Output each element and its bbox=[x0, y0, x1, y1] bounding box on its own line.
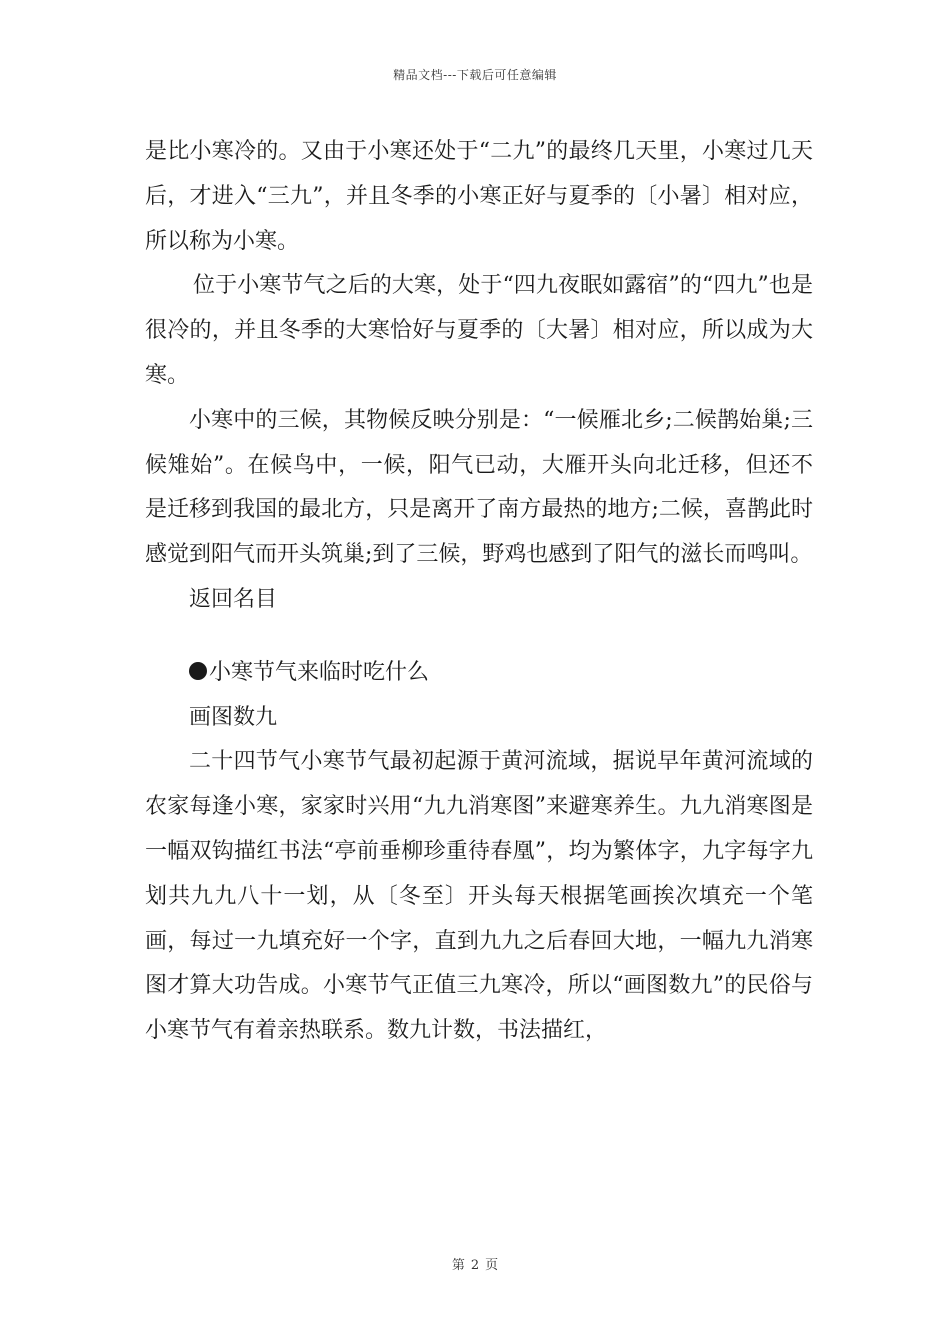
page-footer bbox=[0, 1254, 950, 1273]
section-heading-text: 小寒节气来临时吃什么 bbox=[209, 659, 430, 685]
paragraph-three-phenology: 小寒中的三候，其物候反映分别是：“一候雁北乡;二候鹊始巢;三候雉始”。在候鸟中，一候，阳气已动，大雁开头向北迁移，但还不是迁移到我国的最北方，只是离开了南方最热的地方;二候，喜鹊此时感觉到阳气而开头筑巢;到了三候，野鸡也感到了阳气的滋长而鸣叫。 bbox=[145, 407, 813, 568]
subheading: 画图数九 bbox=[189, 704, 278, 730]
section-heading bbox=[145, 651, 813, 696]
page-header: 精品文档---下载后可任意编辑 bbox=[393, 68, 557, 82]
footer-prefix: 第 bbox=[451, 1258, 465, 1273]
paragraph-dahan: 位于小寒节气之后的大寒，处于“四九夜眠如露宿”的“四九”也是很冷的，并且冬季的大寒恰好与夏季的〔大暑〕相对应，所以成为大寒。 bbox=[145, 273, 813, 388]
bullet-icon bbox=[189, 662, 207, 680]
paragraph-nine-nine-chart: 二十四节气小寒节气最初起源于黄河流域，据说早年黄河流域的农家每逢小寒，家家时兴用“九九消寒图”来避寒养生。九九消寒图是一幅双钩描红书法“亭前垂柳珍重待春凰”，均为繁体字，九字每字九划共九九八十一划，从〔冬至〕开头每天根据笔画挨次填充一个笔画，每过一九填充好一个字，直到九九之后春回大地，一幅九九消寒图才算大功告成。小寒节气正值三九寒冷，所以“画图数九”的民俗与小寒节气有着亲热联系。数九计数，书法描红， bbox=[145, 749, 813, 1044]
document-body bbox=[145, 130, 813, 1054]
footer-suffix: 页 bbox=[485, 1258, 499, 1273]
paragraph-xiaohan-cold: 是比小寒冷的。又由于小寒还处于“二九”的最终几天里，小寒过几天后，才进入“三九”，并且冬季的小寒正好与夏季的〔小暑〕相对应，所以称为小寒。 bbox=[145, 139, 813, 254]
page-number: 2 bbox=[470, 1258, 480, 1273]
back-to-contents-link[interactable]: 返回名目 bbox=[189, 586, 278, 612]
section-spacer bbox=[145, 623, 813, 651]
